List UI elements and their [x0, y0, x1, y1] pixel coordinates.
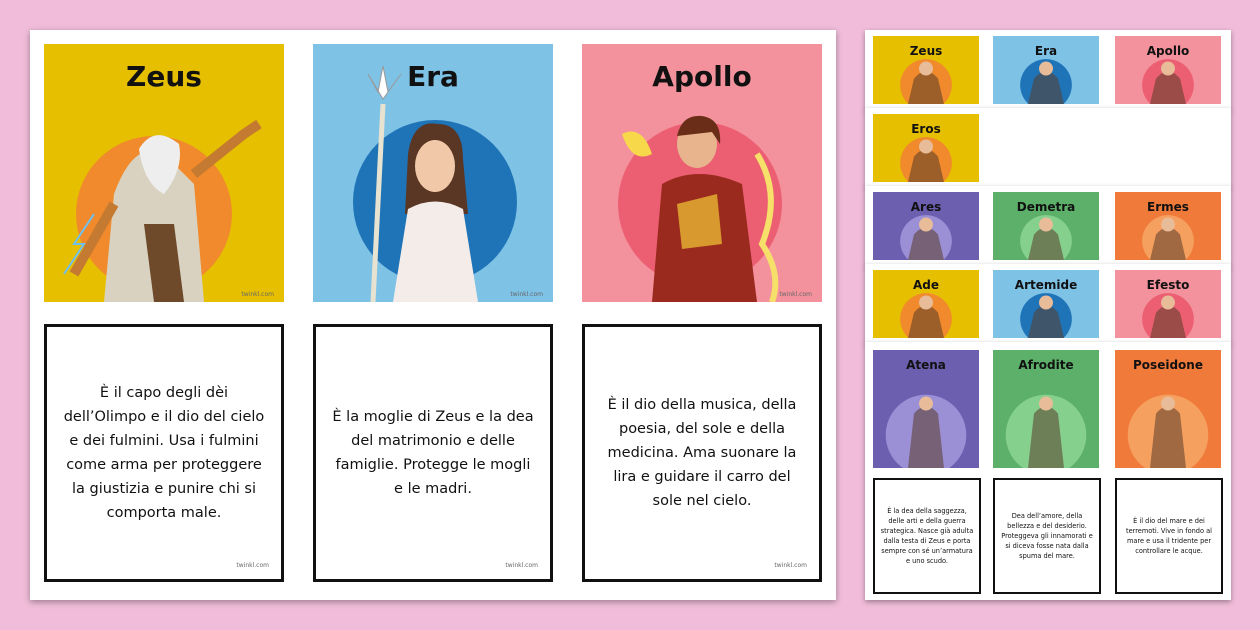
preview-sheet-2: [865, 108, 1231, 188]
mini-card-description: È il dio del mare e dei terremoti. Vive in fondo al mare e usa il tridente per controllare le acque.: [1125, 517, 1212, 555]
mini-card-title: Eros: [911, 122, 941, 136]
card-description: È il capo degli dèi dell’Olimpo e il dio del cielo e dei fulmini. Usa i fulmini come arma per proteggere la giustizia e punire chi si comporta male.: [63, 385, 265, 521]
mini-card-era: [993, 36, 1099, 104]
mini-card-artemide: [993, 270, 1099, 338]
mini-card-title: Efesto: [1146, 278, 1190, 292]
mini-card-title: Afrodite: [1018, 358, 1074, 372]
mini-card-title: Ade: [912, 278, 939, 292]
picture-card-apollo: [582, 44, 822, 302]
credit-label: twinkl.com: [510, 291, 543, 298]
mini-card-title: Atena: [906, 358, 946, 372]
text-card-apollo: [582, 324, 822, 582]
mini-text-card-poseidone: [1115, 478, 1223, 594]
mini-card-ermes: [1115, 192, 1221, 260]
mini-card-efesto: [1115, 270, 1221, 338]
preview-sheet-3: [865, 186, 1231, 266]
mini-text-card-atena: [873, 478, 981, 594]
mini-card-ade: [873, 270, 979, 338]
mini-card-title: Ares: [910, 200, 942, 214]
preview-sheet-1: [865, 30, 1231, 110]
mini-card-description: Dea dell’amore, della bellezza e del desiderio. Proteggeva gli innamorati e si diceva fosse nata dalla spuma del mare.: [1001, 512, 1093, 560]
mini-card-poseidone: [1115, 350, 1221, 468]
mini-card-title: Era: [1034, 44, 1058, 58]
mini-card-afrodite: [993, 350, 1099, 468]
mini-card-title: Zeus: [909, 44, 943, 58]
main-worksheet: [30, 30, 836, 600]
mini-card-apollo: [1115, 36, 1221, 104]
mini-card-title: Demetra: [1016, 200, 1076, 214]
mini-card-demetra: [993, 192, 1099, 260]
credit-label: twinkl.com: [779, 291, 812, 298]
mini-card-zeus: [873, 36, 979, 104]
credit-label: twinkl.com: [505, 562, 538, 569]
card-title: Era: [407, 60, 459, 93]
picture-card-zeus: [44, 44, 284, 302]
mini-card-atena: [873, 350, 979, 468]
mini-card-title: Artemide: [1014, 278, 1078, 292]
text-card-zeus: [44, 324, 284, 582]
credit-label: twinkl.com: [774, 562, 807, 569]
mini-card-title: Poseidone: [1133, 358, 1203, 372]
mini-card-ares: [873, 192, 979, 260]
card-description: È la moglie di Zeus e la dea del matrimonio e delle famiglie. Protegge le mogli e le madri.: [332, 409, 534, 497]
credit-label: twinkl.com: [236, 562, 269, 569]
preview-sheet-5: [865, 342, 1231, 600]
mini-card-title: Apollo: [1146, 44, 1190, 58]
mini-card-title: Ermes: [1147, 200, 1189, 214]
mini-text-card-afrodite: [993, 478, 1101, 594]
mini-card-description: È la dea della saggezza, delle arti e della guerra strategica. Nasce già adulta dalla testa di Zeus e porta sempre con sé un’armatura e uno scudo.: [880, 507, 974, 565]
text-card-era: [313, 324, 553, 582]
card-title: Apollo: [652, 60, 752, 93]
preview-sheet-4: [865, 264, 1231, 344]
credit-label: twinkl.com: [241, 291, 274, 298]
picture-card-era: [313, 44, 553, 302]
card-description: È il dio della musica, della poesia, del sole e della medicina. Ama suonare la lira e guidare il carro del sole nel cielo.: [607, 397, 797, 509]
mini-card-eros: [873, 114, 979, 182]
card-title: Zeus: [126, 60, 202, 93]
